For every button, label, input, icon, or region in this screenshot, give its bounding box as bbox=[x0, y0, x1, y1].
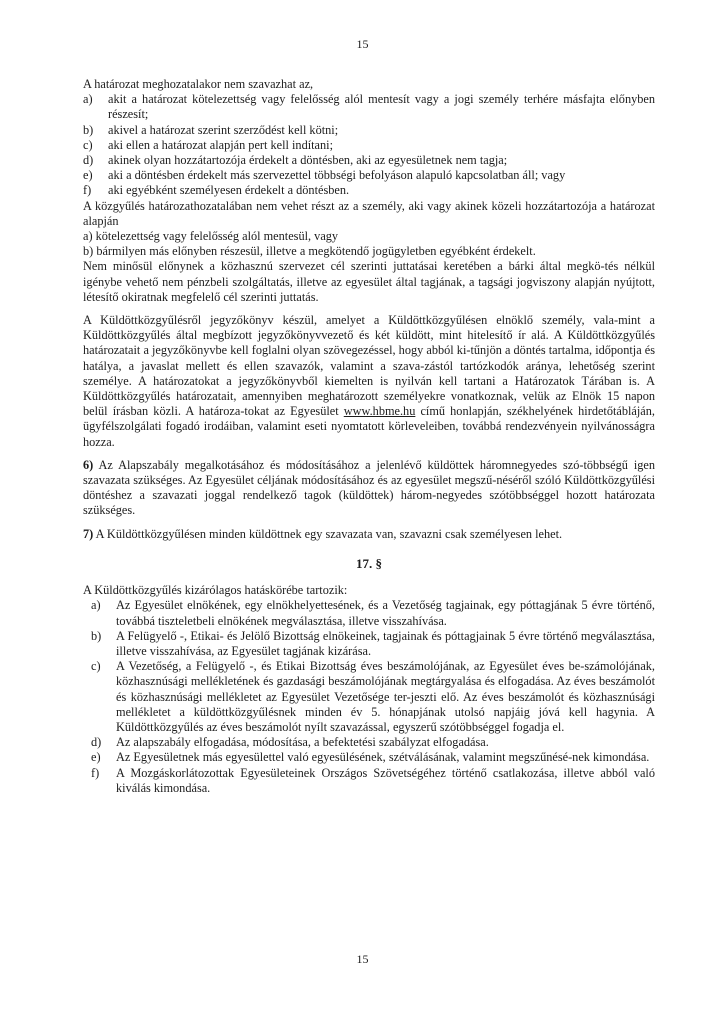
list-item-text: akinek olyan hozzátartozója érdekelt a döntésben, aki az egyesületnek nem tagja; bbox=[108, 153, 508, 168]
voting-exclusion-list bbox=[83, 92, 655, 198]
list-item-text: A Mozgáskorlátozottak Egyesületeinek Országos Szövetségéhez történő csatlakozása, illetve abból való kiválás kimondása. bbox=[116, 765, 655, 795]
minutes-text-end: című honlapján, székhelyének hirdetőtábláján, ügyfélszolgálati fogadó irodáiban, valamint eseti nyomtatott körleveleiben, továbbá rendezvényein nyilvánosságra hozza. bbox=[83, 404, 655, 449]
competence-list bbox=[83, 598, 655, 796]
list-item-label: e) bbox=[83, 168, 93, 183]
list-item-text: akit a határozat kötelezettség vagy felelősség alól mentesít vagy a jogi személy terhére másfajta előnyben részesít; bbox=[108, 92, 655, 122]
list-item-label: f) bbox=[83, 183, 92, 198]
list-item-label: d) bbox=[91, 735, 102, 750]
paragraph-7 bbox=[83, 527, 655, 542]
paragraph-6 bbox=[83, 458, 655, 519]
voting-exclusion-intro: A határozat meghozatalakor nem szavazhat az, bbox=[83, 77, 314, 91]
list-item-label: f) bbox=[91, 765, 100, 780]
list-item-label: b) bbox=[83, 122, 94, 137]
list-item bbox=[83, 123, 655, 138]
section-title: 17. § bbox=[356, 555, 382, 571]
participation-exclusion-b: b) bármilyen más előnyben részesül, illetve a megkötendő jogügyletben egyébként érdekelt. bbox=[83, 244, 536, 259]
list-item bbox=[83, 168, 655, 183]
participation-exclusion-a: a) kötelezettség vagy felelősség alól mentesül, vagy bbox=[83, 229, 339, 244]
list-item-text: aki ellen a határozat alapján pert kell indítani; bbox=[108, 137, 334, 152]
list-item bbox=[83, 750, 655, 765]
minutes-text-start: A Küldöttközgyűlésről jegyzőkönyv készül, amelyet a Küldöttközgyűlésen elnöklő személy, vala-mint a Küldöttközgyűlés által megbízott jegyzőkönyvvezető és két küldött, mint hitelesítő ír alá. A Küldöttközgyűlés határozatait a jegyzőkönyvbe kell foglalni olyan szövegezéssel, hogy abból ki-tűnjön a döntés tartalma, időpontja és hatálya, a javaslat mellett és ellen szavazók, valamint a szava-zástól tartózkodók aránya, lehetőség szerint személye. A határozatokat a jegyzőkönyvből kiemelten is nyilván kell tartani a Határozatok Tárában is. A Küldöttközgyűlés határozatait, amennyiben meghatározott személyekre vonatkoznak, velük az Elnök 15 napon belül írásban közli. A határoza-tokat az Egyesület bbox=[83, 313, 655, 419]
list-item-label: a) bbox=[91, 598, 101, 613]
list-item-text: akivel a határozat szerint szerződést kell kötni; bbox=[108, 122, 339, 137]
list-item-label: c) bbox=[91, 659, 101, 674]
section-intro: A Küldöttközgyűlés kizárólagos hatáskörébe tartozik: bbox=[83, 583, 348, 598]
page-number-top: 15 bbox=[356, 37, 369, 51]
list-item-text: A Felügyelő -, Etikai- és Jelölő Bizottság elnökeinek, tagjainak és póttagjainak 5 évre történő megválasztása, illetve visszahívása, az Egyesület tagjának kizárása. bbox=[116, 628, 655, 658]
document-body bbox=[83, 77, 655, 796]
list-item bbox=[83, 138, 655, 153]
list-item bbox=[83, 735, 655, 750]
list-item-text: Az Egyesületnek más egyesülettel való egyesülésének, szétválásának, valamint megszűnésé-nek kimondása. bbox=[116, 750, 650, 765]
list-item bbox=[83, 766, 655, 796]
paragraph-6-number: 6) bbox=[83, 457, 94, 472]
minutes-paragraph bbox=[83, 313, 655, 450]
paragraph-6-text: Az Alapszabály megalkotásához és módosításához a jelenlévő küldöttek háromnegyedes szó-többségű igen szavazata szükséges. Az Egyesület céljának módosításához és az egyesület megszű-néséről szóló Küldöttközgyűlési döntéshez a szavazati joggal rendelkező tagok (küldöttek) három-negyedes szótöbbséggel hozott határozata szükséges. bbox=[83, 457, 655, 518]
list-item bbox=[83, 153, 655, 168]
list-item bbox=[83, 92, 655, 122]
list-item bbox=[83, 659, 655, 735]
list-item bbox=[83, 183, 655, 198]
benefit-note: Nem minősül előnynek a közhasznú szervezet cél szerinti juttatásai keretében a bárki által megkö-tés nélkül igénybe vehető nem pénzbeli szolgáltatás, illetve az egyesület által tagjának, a tagsági jogviszony alapján nyújtott, létesítő okiratnak megfelelő cél szerinti juttatás. bbox=[83, 259, 655, 304]
list-item-text: aki egyébként személyesen érdekelt a döntésben. bbox=[108, 183, 350, 198]
list-item-label: e) bbox=[91, 750, 101, 765]
paragraph-7-text: A Küldöttközgyűlésen minden küldöttnek egy szavazata van, szavazni csak személyesen lehet. bbox=[95, 526, 563, 541]
paragraph-7-number: 7) bbox=[83, 526, 94, 541]
list-item-label: d) bbox=[83, 153, 94, 168]
website-link[interactable]: www.hbme.hu bbox=[343, 404, 416, 419]
page-number-bottom: 15 bbox=[356, 952, 369, 966]
list-item bbox=[83, 598, 655, 628]
list-item-text: Az alapszabály elfogadása, módosítása, a befektetési szabályzat elfogadása. bbox=[116, 735, 489, 750]
list-item-text: A Vezetőség, a Felügyelő -, és Etikai Bizottság éves beszámolójának, az Egyesület éves be-számolójának, közhasznúsági mellékletének és gazdasági beszámolójának megtárgyalása és elfogadása. Az éves beszámolót és közhasznúsági mellékletet az Egyesület Vezetősége ter-jeszti elő. Az éves beszámolót és közhasznúsági mellékletet a küldöttközgyűlésnek minden év 5. hónapjának utolsó napjáig jóvá kell hagynia. A Küldöttközgyűlés az éves beszámolót nyílt szavazással, egyszerű szótöbbséggel fogadja el. bbox=[116, 659, 655, 734]
list-item-text: aki a döntésben érdekelt más szervezettel többségi befolyáson alapuló kapcsolatban áll; vagy bbox=[108, 168, 566, 183]
list-item-text: Az Egyesület elnökének, egy elnökhelyettesének, és a Vezetőség tagjainak, egy póttagjának 5 évre történő, továbbá tiszteletbeli elnökének megválasztása, illetve visszahívása. bbox=[116, 598, 655, 628]
list-item-label: a) bbox=[83, 92, 93, 107]
list-item-label: c) bbox=[83, 137, 93, 152]
list-item-label: b) bbox=[91, 628, 102, 643]
participation-exclusion-intro: A közgyűlés határozathozatalában nem vehet részt az a személy, aki vagy akinek közeli hozzátartozója a határozat alapján bbox=[83, 198, 655, 228]
list-item bbox=[83, 629, 655, 659]
